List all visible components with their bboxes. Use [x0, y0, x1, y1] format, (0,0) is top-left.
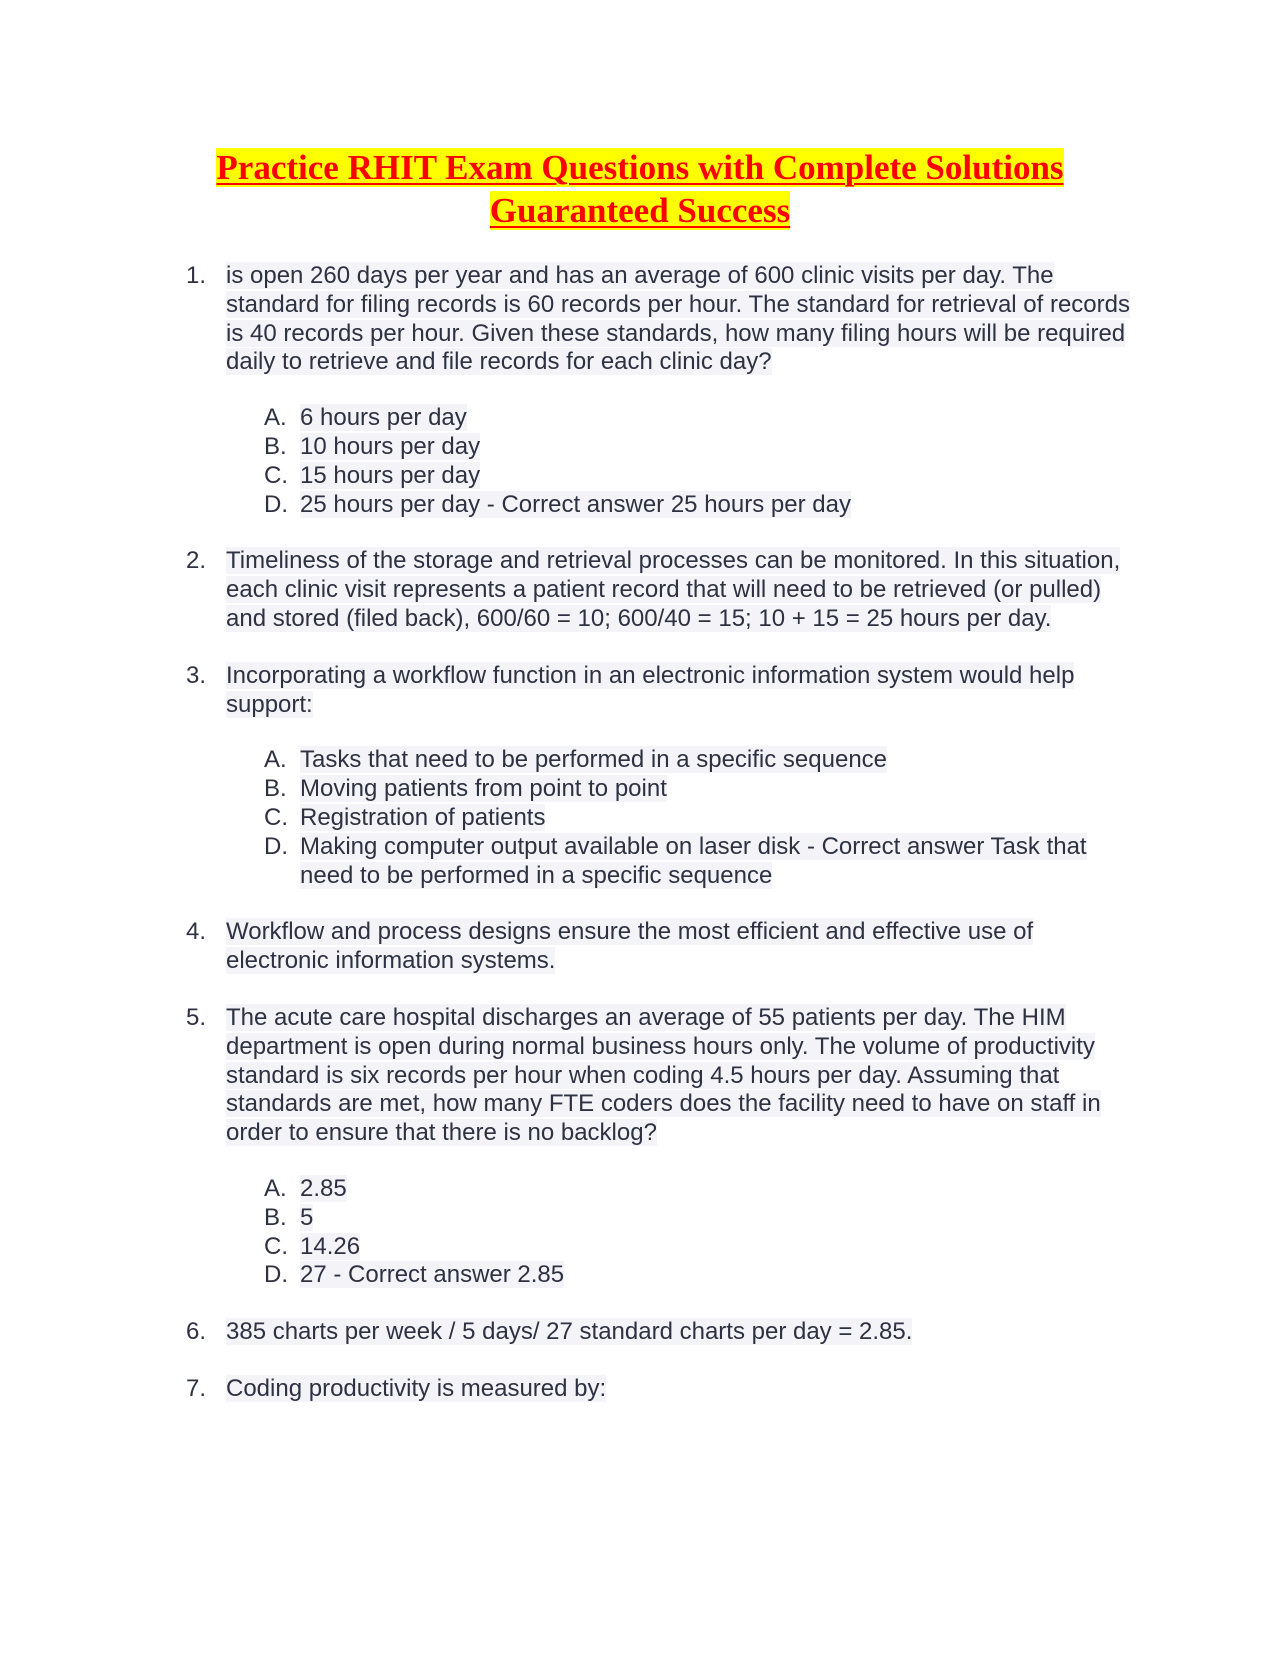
- question-number: 7.: [186, 1374, 207, 1402]
- option-text: 27 - Correct answer 2.85: [300, 1261, 565, 1289]
- answer-option: [264, 491, 1132, 520]
- answer-option: [264, 1233, 1132, 1262]
- option-letter: C.: [264, 461, 288, 489]
- answer-options: [226, 404, 1132, 519]
- answer-option: [264, 1204, 1132, 1233]
- option-text: Tasks that need to be performed in a specific sequence: [300, 746, 888, 774]
- answer-option: [264, 1261, 1132, 1290]
- option-text: 2.85: [300, 1174, 347, 1202]
- option-text: 25 hours per day - Correct answer 25 hours per day: [300, 490, 851, 518]
- question-number: 1.: [186, 262, 207, 289]
- answer-option: [264, 1175, 1132, 1204]
- question-list: [182, 262, 1132, 1432]
- question-number: 3.: [186, 661, 207, 689]
- question-item: [182, 262, 1132, 519]
- question-text: 385 charts per week / 5 days/ 27 standard charts per day = 2.85.: [226, 1318, 913, 1346]
- option-letter: D.: [264, 832, 288, 860]
- option-text: 6 hours per day: [300, 404, 467, 432]
- answer-options: [226, 746, 1132, 890]
- question-number: 5.: [186, 1003, 207, 1031]
- question-text: Incorporating a workflow function in an electronic information system would help support:: [226, 661, 1075, 718]
- option-letter: A.: [264, 404, 287, 432]
- question-text: Timeliness of the storage and retrieval processes can be monitored. In this situation, each clinic visit represents a patient record that will need to be retrieved (or pulled) and stored (filed back), 600/60 = 10; 600/40 = 15; 10 + 15 = 25 hours per day.: [226, 547, 1121, 632]
- question-item: [182, 1375, 1132, 1404]
- option-letter: A.: [264, 746, 287, 774]
- option-letter: B.: [264, 432, 287, 460]
- option-letter: C.: [264, 1232, 288, 1260]
- question-number: 6.: [186, 1318, 207, 1346]
- option-letter: C.: [264, 803, 288, 831]
- option-letter: B.: [264, 775, 287, 803]
- option-text: 15 hours per day: [300, 461, 481, 489]
- answer-option: [264, 804, 1132, 833]
- answer-option: [264, 433, 1132, 462]
- question-text: is open 260 days per year and has an average of 600 clinic visits per day. The standard for filing records is 60 records per hour. The standard for retrieval of records is 40 records per hour. Given these standards, how many filing hours will be required daily to retrieve and file records for each clinic day?: [226, 262, 1130, 376]
- answer-options: [226, 1175, 1132, 1290]
- question-item: [182, 547, 1132, 633]
- title-line-1: Practice RHIT Exam Questions with Complete Solutions: [216, 148, 1064, 187]
- option-text: 10 hours per day: [300, 432, 481, 460]
- question-item: [182, 1004, 1132, 1290]
- option-text: 14.26: [300, 1232, 361, 1260]
- question-number: 2.: [186, 547, 207, 575]
- title-line-2: Guaranteed Success: [489, 191, 791, 230]
- option-text: Making computer output available on laser disk - Correct answer Task that need to be performed in a specific sequence: [300, 832, 1087, 889]
- option-letter: D.: [264, 1261, 288, 1289]
- option-letter: D.: [264, 490, 288, 518]
- answer-option: [264, 775, 1132, 804]
- question-text: Workflow and process designs ensure the most efficient and effective use of electronic information systems.: [226, 918, 1034, 975]
- question-item: [182, 1318, 1132, 1347]
- option-text: Registration of patients: [300, 803, 546, 831]
- answer-option: [264, 746, 1132, 775]
- answer-option: [264, 404, 1132, 433]
- answer-option: [264, 833, 1132, 891]
- option-text: 5: [300, 1203, 314, 1231]
- question-item: [182, 662, 1132, 891]
- option-letter: B.: [264, 1203, 287, 1231]
- question-number: 4.: [186, 918, 207, 946]
- question-text: The acute care hospital discharges an average of 55 patients per day. The HIM department is open during normal business hours only. The volume of productivity standard is six records per hour when coding 4.5 hours per day. Assuming that standards are met, how many FTE coders does the facility need to have on staff in order to ensure that there is no backlog?: [226, 1003, 1101, 1147]
- option-letter: A.: [264, 1174, 287, 1202]
- answer-option: [264, 462, 1132, 491]
- question-item: [182, 918, 1132, 976]
- document-title: [150, 146, 1130, 232]
- question-text: Coding productivity is measured by:: [226, 1374, 607, 1402]
- option-text: Moving patients from point to point: [300, 775, 667, 803]
